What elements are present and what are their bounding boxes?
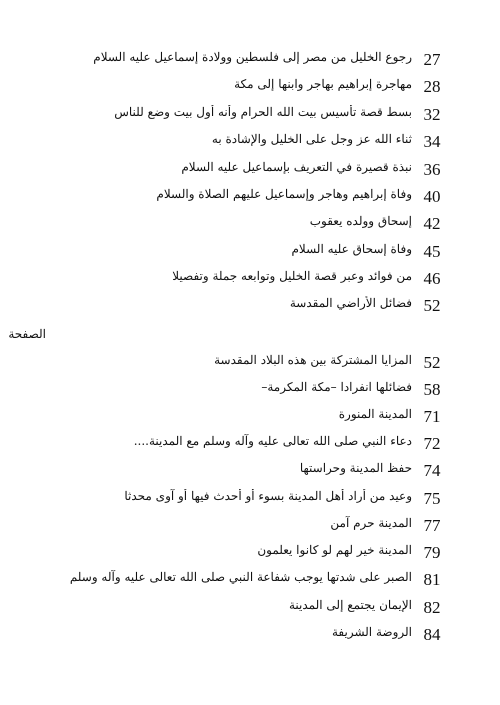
toc-entry [0,293,500,321]
toc-entry [0,622,500,650]
toc-page-number: 32 [423,105,441,124]
toc-entry [0,157,500,185]
toc-entry [0,486,500,514]
toc-page-number: 36 [423,160,441,179]
toc-page-number: 75 [423,489,441,508]
toc-page-number: 28 [423,77,441,96]
toc-entry [0,74,500,102]
toc-entry-title: فضائل الأراضي المقدسة [289,296,412,310]
toc-entry-title: الصبر على شدتها يوجب شفاعة النبي صلى الله تعالى عليه وآله وسلم [69,570,412,584]
toc-entry-title: وفاة إبراهيم وهاجر وإسماعيل عليهم الصلاة والسلام [156,187,412,201]
toc-page-number: 84 [423,625,441,644]
toc-entry-title: مهاجرة إبراهيم بهاجر وابنها إلى مكة [234,77,412,91]
toc-entry [0,458,500,486]
toc-page-number: 52 [423,353,441,372]
toc-page-number: 82 [423,598,441,617]
toc-entry-title: الإيمان يجتمع إلى المدينة [288,598,412,612]
toc-entry-title: دعاء النبي صلى الله تعالى عليه وآله وسلم مع المدينة.... [133,434,412,448]
toc-page-number: 52 [423,296,441,315]
toc-entry-title: إسحاق وولده يعقوب [309,214,412,228]
toc-entry [0,266,500,294]
toc-page-number: 74 [423,461,441,480]
toc-page-number: 81 [423,570,441,589]
toc-entry-title: بسط قصة تأسيس بيت الله الحرام وأنه أول بيت وضع للناس [114,105,412,119]
toc-entry [0,540,500,568]
toc-entry-title: من فوائد وعبر قصة الخليل وتوابعه جملة وتفصيلا [172,269,412,283]
toc-page-number: 46 [423,269,441,288]
toc-page-number: 71 [423,407,441,426]
toc-entry-title: وعيد من أراد أهل المدينة بسوء أو أحدث فيها أو آوى محدثا [124,489,412,503]
toc-entry [0,47,500,75]
toc-entry-title: المدينة حرم آمن [330,516,412,530]
toc-entry [0,431,500,459]
toc-page-number: 58 [423,380,441,399]
toc-entry-title: المدينة المنورة [338,407,412,421]
toc-entry-title: فضائلها انفرادا –مكة المكرمة– [261,380,412,394]
toc-entry-title: نبذة قصيرة في التعريف بإسماعيل عليه السلام [181,160,412,174]
toc-entry [0,595,500,623]
toc-entry [0,350,500,378]
toc-entry [0,129,500,157]
toc-page-number: 34 [423,132,441,151]
toc-page-number: 45 [423,242,441,261]
toc-entry [0,377,500,405]
toc-entry [0,513,500,541]
toc-page-number: 77 [423,516,441,535]
toc-entry [0,102,500,130]
page-column-heading: الصفحة [8,327,46,341]
toc-entry-title: رجوع الخليل من مصر إلى فلسطين وولادة إسماعيل عليه السلام [93,50,412,64]
toc-entry-title: حفظ المدينة وحراستها [299,461,412,475]
toc-page-number: 42 [423,214,441,233]
toc-entry-title: ثناء الله عز وجل على الخليل والإشادة به [211,132,412,146]
toc-page-number: 27 [423,50,441,69]
toc-page-number: 40 [423,187,441,206]
toc-entry [0,404,500,432]
toc-page-number: 79 [423,543,441,562]
toc-entry [0,239,500,267]
toc-entry-title: وفاة إسحاق عليه السلام [291,242,412,256]
toc-entry [0,211,500,239]
toc-entry-title: المزايا المشتركة بين هذه البلاد المقدسة [214,353,412,367]
toc-entry [0,567,500,595]
toc-entry [0,184,500,212]
toc-page-number: 72 [423,434,441,453]
toc-entry-title: الروضة الشريفة [331,625,412,639]
toc-entry-title: المدينة خير لهم لو كانوا يعلمون [257,543,412,557]
